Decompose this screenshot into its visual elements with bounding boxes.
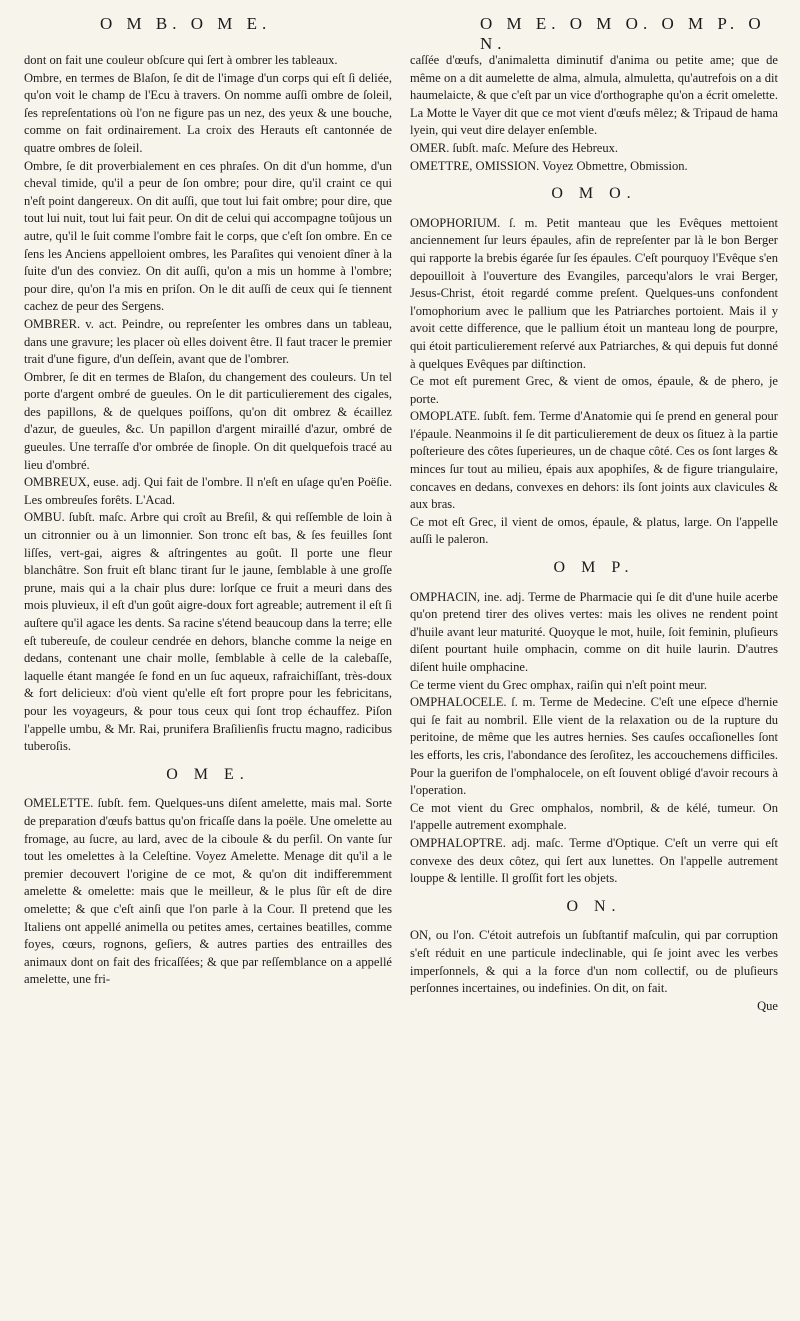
- section-heading-omo: O M O.: [551, 185, 637, 203]
- entry-ombreux: OMBREUX, euse. adj. Qui fait de l'ombre. Il n'eſt en uſage qu'en Poëſie. Les ombreuſes forêts. L'Acad.: [24, 475, 392, 507]
- entry-on: ON, ou l'on. C'étoit autrefois un ſubſtantif maſculin, qui par corruption s'eſt réduit en une particule indeclinable, qui ſe joint avec les verbes imperſonnels, & qui a la force d'un nom collectif, ou de pluſieurs perſonnes incertaines, ou indefinies. On dit, on fait.: [410, 928, 778, 996]
- entry-omphalocele: OMPHALOCELE. ſ. m. Terme de Medecine. C'eſt une eſpece d'hernie qui ſe fait au nombril. Elle vient de la relaxation ou de la rupture du peritoine, de même que les autres hernies. Ses cauſes occaſionelles ſont les efforts, les cris, l'abondance des ſeroſitez, les accouchemens difficiles. Pour la guerifon de l'omphalocele, on eſt ſouvent obligé d'avoir recours à l'operation.: [410, 695, 778, 798]
- entry-omphalocele-etym: Ce mot vient du Grec omphalos, nombril, & de kélé, tumeur. On l'appelle autrement exomphale.: [410, 800, 778, 833]
- entry-text: dont on fait une couleur obſcure qui ſert à ombrer les tableaux.: [24, 53, 338, 67]
- running-head-right: O M E. O M O. O M P. O N.: [480, 14, 766, 53]
- section-heading-on: O N.: [566, 897, 622, 915]
- entry-ombrer-blason: Ombrer, ſe dit en termes de Blaſon, du changement des couleurs. Un tel porte d'argent ombré de gueules. On le dit particulierement des cigales, des papillons, & de quelques poiſſons, qu'on dit ombrez & écaillez d'azur, de gueules, &c. Un papillon d'argent miraillé d'azur, ombré de gueules. Une terraſſe d'or ombrée de ſinople. On dit quelquefois tracé au lieu d'ombré.: [24, 369, 392, 472]
- entry-omophorium: OMOPHORIUM. ſ. m. Petit manteau que les Evêques mettoient anciennement ſur leurs épaules, afin de repreſenter par là le bon Berger qui rapporte la brebis égarée ſur ſes épaules. C'eſt pourquoy l'Evêque s'en depouilloit à l'ouverture des Evangiles, parcequ'alors le vrai Berger, Jesus-Christ, étoit regardé comme preſent. Quelques-uns confondent l'omophorium avec le pallium que les Patriarches portoient. Mais il y avoit cette difference, que le pallium étoit un manteau long de pourpre, qui étoit particulierement reſervé aux Patriarches, & qui depuis fut donné à quelques Evêques par diſtinction.: [410, 215, 778, 371]
- entry-omer: OMER. ſubſt. maſc. Meſure des Hebreux.: [410, 140, 619, 155]
- entry-ombu: OMBU. ſubſt. maſc. Arbre qui croît au Breſil, & qui reſſemble de loin à un citronnier ou à un limonnier. Son tronc eſt bas, & ſes feuilles ſont liſſes, vert-gai, aigres & aſtringentes au goût. Il porte une fleur blanchâtre. Son fruit eſt blanc tirant ſur le jaune, ſemblable à une groſſe prune, mais qui a la chair plus dure: lorſque ce fruit a meuri dans des mois pluvieux, il eſt d'un goût aigre-doux fort agreable; autrement il eſt ſi auſtere qu'il agace les dents. Sa racine s'étend beaucoup dans la terre; elle eſt tubereuſe, de couleur cendrée en dehors, blanche comme la neige en dedans, contenant une chair molle, ſemblable à celle de la calebaſſe, laquelle étant mangée ſe fond en un ſuc aqueux, rafraichiſſant, très-doux & fort delicieux: d'où vient qu'elle eſt fort propre pour les febricitans, pour les voyageurs, & pour tous ceux qui ſont trop échauffez. Piſon l'appelle umbu, & Mr. Rai, prunifera Braſilienſis fructu magno, radicibus tuberoſis.: [24, 510, 392, 754]
- entry-omettre: OMETTRE, OMISSION. Voyez Obmettre, Obmission.: [410, 158, 688, 173]
- entry-omphacin-etym: Ce terme vient du Grec omphax, raiſin qui n'eſt point meur.: [410, 677, 708, 692]
- section-heading-ome: O M E.: [166, 765, 250, 783]
- entry-ombre-blason: Ombre, en termes de Blaſon, ſe dit de l'image d'un corps qui eſt ſi deliée, qu'on voit le champ de l'Ecu à travers. On nomme auſſi ombre de ſoleil, ſes repreſentations où l'on ne figure pas un nez, des yeux & une bouche, comme on fait ordinairement. La croix des Herauts eſt cantonnée de quatre ombres de ſoleil.: [24, 70, 392, 155]
- entry-omelette: OMELETTE. ſubſt. fem. Quelques-uns diſent amelette, mais mal. Sorte de preparation d'œufs battus qu'on fricaſſe dans la poële. Une omelette au fromage, au ſucre, au lard, avec de la ciboule & du perſil. On vante ſur tout les omelettes à la Celeſtine. Voyez Amelette. Menage dit qu'il a le premier decouvert l'origine de ce mot, & qu'on dit indifferemment amelette & omelette: mais que le meilleur, & le plus ſûr eſt de dire omelette; & que c'eſt ainſi que l'on parle à la Cour. Il pretend que les Italiens ont appellé animella ou petites ames, certaines beatilles, comme foyes, cœurs, rognons, geſiers, & autres parties des entrailles des animaux dont on fait des fricaſſées; & que par reſſemblance on a appellé amelette, une fri-: [24, 796, 392, 987]
- entry-omophorium-etym: Ce mot eſt purement Grec, & vient de omos, épaule, & de phero, je porte.: [410, 374, 778, 406]
- entry-omphaloptre: OMPHALOPTRE. adj. maſc. Terme d'Optique. C'eſt un verre qui eſt convexe des deux côtez, qui ſert aux lunettes. On l'appelle autrement louppe & lentille. Il groſſit fort les objets.: [410, 835, 778, 886]
- entry-omphacin: OMPHACIN, ine. adj. Terme de Pharmacie qui ſe dit d'une huile acerbe qu'on pretend tirer des olives vertes: mais les olives ne rendent point d'huile avant leur maturité. Quoyque le mot, huile, ſoit feminin, pluſieurs diſent pourtant huile omphacin, comme on dit huile laurin. D'autres diſent huile omphacine.: [410, 589, 778, 674]
- entry-omelette-cont: caſſée d'œufs, d'animaletta diminutif d'anima ou petite ame; que de même on a dit aumelette de alma, almula, almuletta, qu'autrefois on a dit haumelaicte, & que c'eſt par un vice d'orthographe qu'on a écrit omelette. La Motte le Vayer dit que ce mot vient d'œufs mêlez; & Tripaud de hama lyein, qui veut dire delayer enſemble.: [410, 53, 778, 138]
- section-heading-omp: O M P.: [553, 559, 635, 577]
- left-column: [24, 52, 392, 989]
- running-head-left: O M B. O M E.: [100, 14, 272, 33]
- entry-omoplate: OMOPLATE. ſubſt. fem. Terme d'Anatomie qui ſe prend en general pour l'épaule. Neanmoins il ſe dit particulierement de deux os ſituez à la partie poſterieure des côtes ſuperieures, un de chaque côté. Ces os ſont larges & minces ſur tout au milieu, épais aux apophiſes, & de figure triangulaire, concaves en dedans, convexes en dehors: ils ſont joints aux clavicules & aux bras.: [410, 409, 778, 512]
- entry-omoplate-etym: Ce mot eſt Grec, il vient de omos, épaule, & platus, large. On l'appelle auſſi le paleron.: [410, 514, 778, 547]
- entry-ombre-proverbe: Ombre, ſe dit proverbialement en ces phraſes. On dit d'un homme, d'un cheval timide, qu'il a peur de ſon ombre; pour dire, qu'il craint ce qui n'eſt point dangereux. On dit auſſi, que tout lui fait ombre; pour dire, que tout lui nuit, tout lui fait peur. On dit de celui qui accompagne toûjous un autre, qu'il le ſuit comme l'ombre fait le corps, que c'eſt ſon ombre. En ce ſens les Anciens appelloient ombres, les Paraſites qui venoient dîner à la ſuite d'un des conviez. On dit auſſi, qu'on a mis un homme à l'ombre; pour dire, qu'on l'a mis en priſon. On le dit auſſi de ceux qui ſe tiennent cachez de peur des Sergens.: [24, 158, 392, 314]
- right-column: [410, 52, 778, 1015]
- catchword: Que: [757, 998, 778, 1013]
- entry-ombrer: OMBRER. v. act. Peindre, ou repreſenter les ombres dans un tableau, dans une gravure; les placer où elles doivent être. Il faut tracer le premier trait d'une figure, d'un deſſein, avant que de l'ombrer.: [24, 316, 392, 367]
